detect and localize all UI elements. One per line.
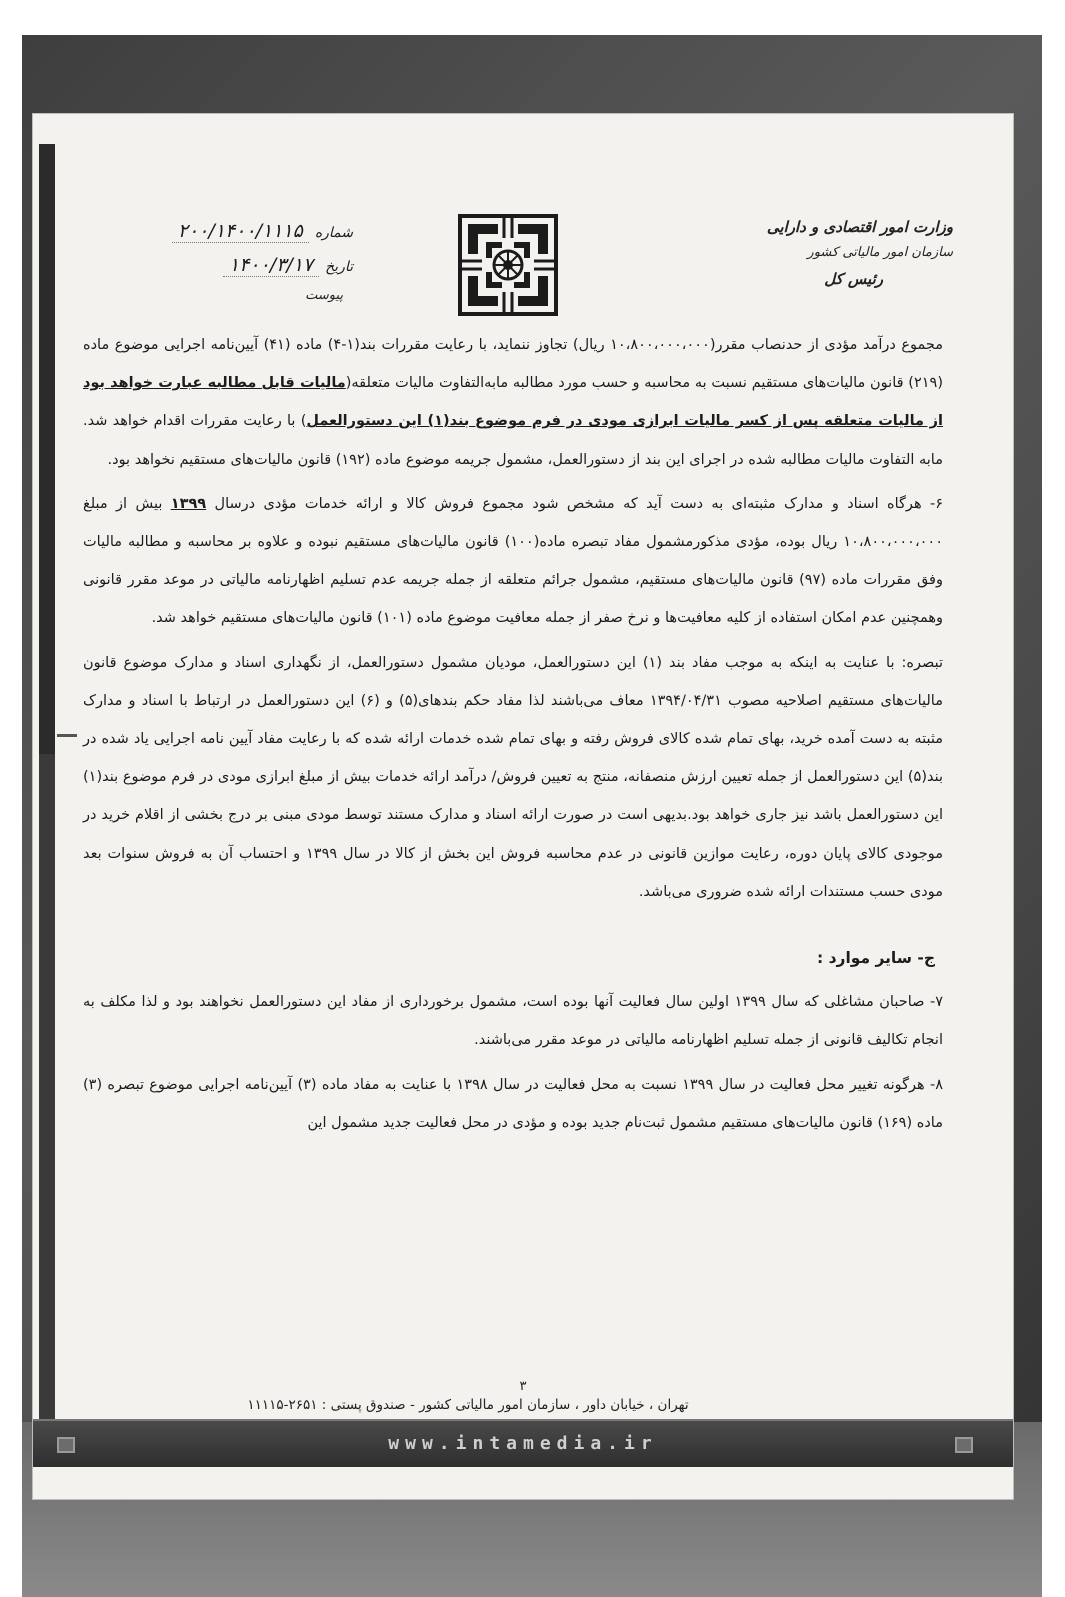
letterhead <box>33 214 1013 329</box>
letter-number: ۲۰۰/۱۴۰۰/۱۱۱۵ <box>172 220 309 243</box>
binding-edge-lower <box>39 754 55 1444</box>
document-page <box>32 113 1014 1500</box>
document-body <box>83 326 943 1148</box>
number-label: شماره <box>314 225 353 241</box>
organization-name: سازمان امور مالیاتی کشور <box>807 245 953 260</box>
website-url: www.intamedia.ir <box>388 1433 658 1454</box>
underlined-year: ۱۳۹۹ <box>170 495 207 512</box>
ministry-block <box>753 214 953 292</box>
section-heading: ج- سایر موارد : <box>816 949 935 968</box>
fold-mark <box>57 734 77 737</box>
emblem-icon <box>458 214 558 316</box>
letter-date: ۱۴۰۰/۳/۱۷ <box>223 254 319 277</box>
attachment-row <box>123 288 353 322</box>
letter-number-row <box>123 220 353 254</box>
letter-date-row <box>123 254 353 288</box>
paragraph-8: ۸- هرگونه تغییر محل فعالیت در سال ۱۳۹۹ نسبت به محل فعالیت در سال ۱۳۹۸ با عنایت به مفاد ماده (۳) آیین‌نامه اجرایی موضوع تبصره (۳) ماده (۱۶۹) قانون مالیات‌های مستقیم مشمول ثبت‌نام جدید بوده و مؤدی در محل فعالیت جدید مشمول این <box>83 1076 943 1131</box>
ministry-name: وزارت امور اقتصادی و دارایی <box>766 218 953 236</box>
letter-meta <box>123 220 353 322</box>
date-label: تاریخ <box>325 259 353 275</box>
paragraph-7: ۷- صاحبان مشاغلی که سال ۱۳۹۹ اولین سال فعالیت آنها بوده است، مشمول برخورداری از مفاد این دستورالعمل نخواهند بود و لذا مکلف به انجام تکالیف قانونی از جمله تسلیم اظهارنامه مالیاتی در موعد مقرر می‌باشند. <box>83 994 943 1049</box>
position-title: رئیس کل <box>824 270 883 288</box>
note-paragraph: تبصره: با عنایت به اینکه به موجب مفاد بند (۱) این دستورالعمل، مودیان مشمول دستورالعمل، از نگهداری اسناد و مدارک موضوع قانون مالیات‌های مستقیم اصلاحیه مصوب ۱۳۹۴/۰۴/۳۱ معاف می‌باشند لذا مفاد حکم بندهای(۵) و (۶) این دستورالعمل در ارتباط با اسناد و مدارک مثبته به دست آمده خرید، بهای تمام شده کالای فروش رفته و بهای تمام شده خدمات ارائه شده که با رعایت مفاد آیین نامه اجرایی یاد شده در بند(۵) این دستورالعمل از جمله تعیین ارزش منصفانه، منتج به تعیین فروش/ درآمد ارائه خدمات بیش از مبلغ ابرازی مودی در فرم موضوع بند(۱) این دستورالعمل باشد نیز جاری خواهد بود.بدیهی است در صورت ارائه اسناد و مدارک مستند توسط مودی مبنی بر درج بخشی از اقلام خرید در موجودی کالای پایان دوره، رعایت موازین قانونی در عدم محاسبه فروش این بخش از کالا در سال ۱۳۹۹ و احتساب آن به فروش سنوات بعد مودی حسب مستندات ارائه شده ضروری می‌باشد. <box>83 654 943 900</box>
square-icon-right <box>955 1437 973 1453</box>
underlined-phrase: مالیات قابل مطالبه عبارت خواهد بود از مالیات متعلقه پس از کسر مالیات ابرازی مودی در فرم موضوع بند(۱) این دستورالعمل <box>83 375 943 430</box>
footer-bar <box>33 1419 1013 1467</box>
attachment-label: پیوست <box>305 288 343 303</box>
page-number: ۳ <box>519 1379 527 1394</box>
footer-address: تهران ، خیابان داور ، سازمان امور مالیاتی کشور - صندوق پستی : ۲۶۵۱-۱۱۱۱۵ <box>247 1397 689 1413</box>
paragraph-continued: مجموع درآمد مؤدی از حدنصاب مقرر(۱۰،۸۰۰،۰۰۰،۰۰۰ ریال) تجاوز ننماید، با رعایت مقررات بند(۱-۴) ماده (۴۱) آیین‌نامه اجرایی موضوع ماده (۲۱۹) قانون مالیات‌های مستقیم نسبت به محاسبه و حسب مورد مطالبه مابه‌التفاوت مالیات متعلقه(مالیات قابل مطالبه عبارت خواهد بود از مالیات متعلقه پس از کسر مالیات ابرازی مودی در فرم موضوع بند(۱) این دستورالعمل) با رعایت مقررات اقدام خواهد شد. مابه التفاوت مالیات مطالبه شده در اجرای این بند از دستورالعمل، مشمول جریمه موضوع ماده (۱۹۲) قانون مالیات‌های مستقیم نخواهد بود. <box>83 337 943 468</box>
paragraph-6: ۶- هرگاه اسناد و مدارک مثبته‌ای به دست آید که مشخص شود مجموع فروش کالا و ارائه خدمات مؤدی درسال ۱۳۹۹ بیش از مبلغ ۱۰،۸۰۰،۰۰۰،۰۰۰ ریال بوده، مؤدی مذکورمشمول مفاد تبصره ماده(۱۰۰) قانون مالیات‌های مستقیم نبوده و علاوه بر محاسبه و مطالبه مالیات وفق مقررات ماده (۹۷) قانون مالیات‌های مستقیم، مشمول جرائم متعلقه از جمله جریمه عدم تسلیم اظهارنامه مالیاتی در موعد مقرر قانونی وهمچنین عدم امکان استفاده از کلیه معافیت‌ها و نرخ صفر از جمله معافیت موضوع ماده (۱۰۱) قانون مالیات‌های مستقیم خواهد شد. <box>83 495 944 627</box>
